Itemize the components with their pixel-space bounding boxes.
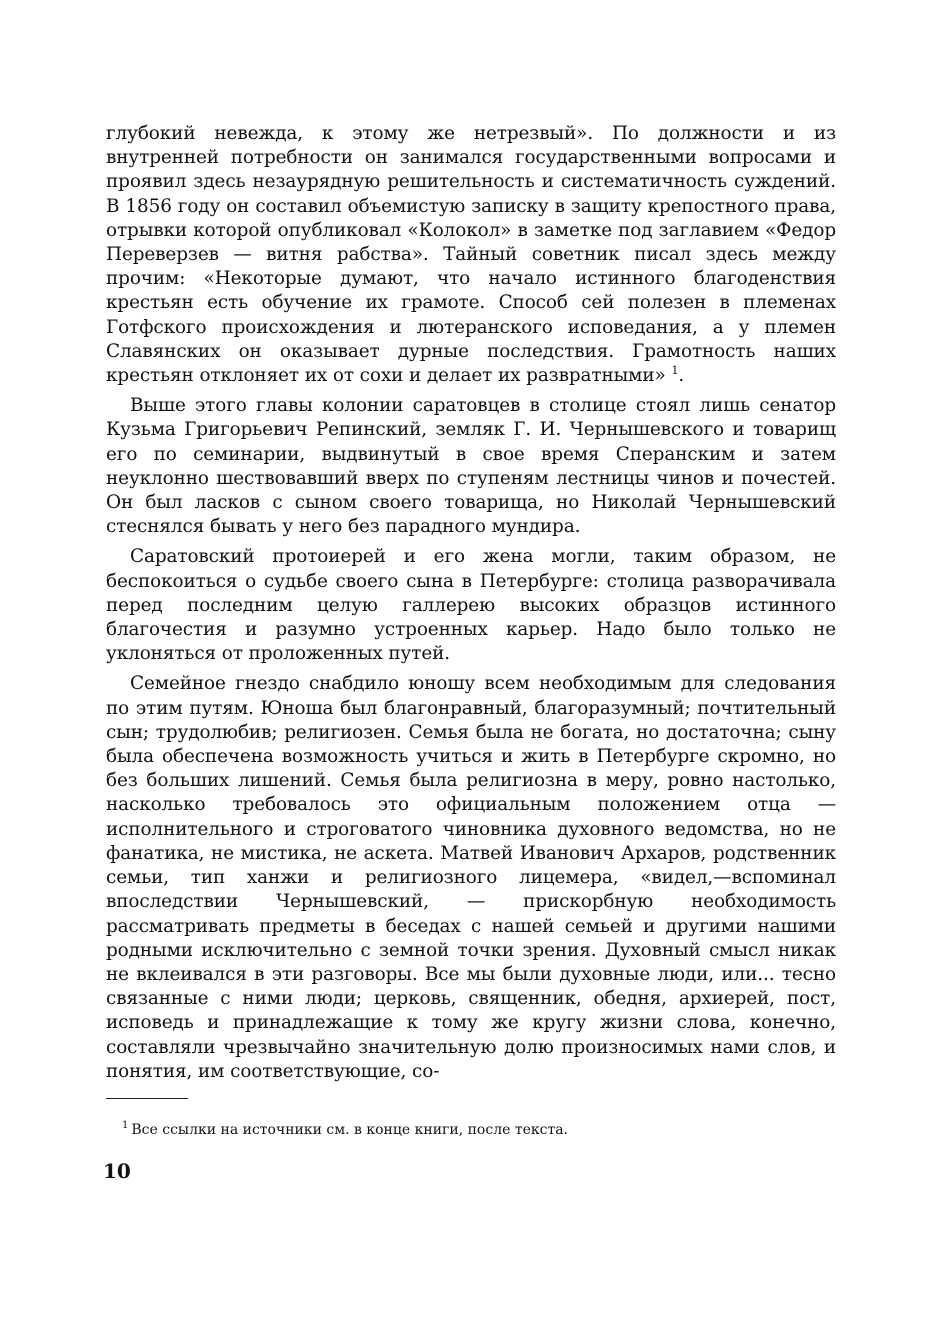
footnote-reference: 1 bbox=[671, 363, 679, 377]
page-body bbox=[106, 122, 836, 1084]
footnote-text: Все ссылки на источники см. в конце книги, после текста. bbox=[131, 1122, 568, 1138]
page-number: 10 bbox=[103, 1159, 131, 1183]
paragraph-3: Саратовский протоиерей и его жена могли, таким образом, не беспокоиться о судьбе своего сына в Петербурге: столица разворачивала перед последним целую галлерею высоких образцов истинного благочестия и разумно устроенных карьер. Надо было только не уклоняться от проложенных путей. bbox=[106, 546, 836, 665]
paragraph-4: Семейное гнездо снабдило юношу всем необходимым для следования по этим путям. Юноша был благонравный, благоразумный; почтительный сын; трудолюбив; религиозен. Семья была не богата, но достаточна; сыну была обеспечена возможность учиться и жить в Петербурге скромно, но без больших лишений. Семья была религиозна в меру, ровно настолько, насколько требовалось это официальным положением отца — исполнительного и строговатого чиновника духовного ведомства, но не фанатика, не мистика, не аскета. Матвей Иванович Архаров, родственник семьи, тип ханжи и религиозного лицемера, «видел,—вспоминал впоследствии Чернышевский, — прискорбную необходимость рассматривать предметы в беседах с нашей семьей и другими нашими родными исключительно с земной точки зрения. Духовный смысл никак не вклеивался в эти разговоры. Все мы были духовные люди, или... тесно связанные с ними люди; церковь, священник, обедня, архиерей, пост, исповедь и принадлежащие к тому же кругу жизни слова, конечно, составляли чрезвычайно значительную долю произносимых нами слов, и понятия, им соответствующие, со- bbox=[106, 673, 836, 1082]
paragraph-text: глубокий невежда, к этому же нетрезвый». По должности и из внутренней потребности он занимался государственными вопросами и проявил здесь незаурядную решительность и систематичность суждений. В 1856 году он составил объемистую записку в защиту крепостного права, отрывки которой опубликовал «Колокол» в заметке под заглавием «Федор Переверзев — витня рабства». Тайный советник писал здесь между прочим: «Некоторые думают, что начало истинного благоденствия крестьян есть обучение их грамоте. Способ сей полезен в племенах Готфского происхождения и лютеранского исповедания, а у племен Славянских он оказывает дурные последствия. Грамотность наших крестьян отклоняет их от сохи и делает их развратными» bbox=[106, 123, 836, 387]
paragraph-2: Выше этого главы колонии саратовцев в столице стоял лишь сенатор Кузьма Григорьевич Репинский, земляк Г. И. Чернышевского и товарищ его по семинарии, выдвинутый в свое время Сперанским и затем неуклонно шествовавший вверх по ступеням лестницы чинов и почестей. Он был ласков с сыном своего товарища, но Николай Чернышевский стеснялся бывать у него без парадного мундира. bbox=[106, 395, 836, 538]
footnote-divider bbox=[106, 1098, 188, 1099]
paragraph-1: глубокий невежда, к этому же нетрезвый». По должности и из внутренней потребности он занимался государственными вопросами и проявил здесь незаурядную решительность и систематичность суждений. В 1856 году он составил объемистую записку в защиту крепостного права, отрывки которой опубликовал «Колокол» в заметке под заглавием «Федор Переверзев — витня рабства». Тайный советник писал здесь между прочим: «Некоторые думают, что начало истинного благоденствия крестьян есть обучение их грамоте. Способ сей полезен в племенах Готфского происхождения и лютеранского исповедания, а у племен Славянских он оказывает дурные последствия. Грамотность наших крестьян отклоняет их от сохи и делает их развратными» $^1$. bbox=[106, 123, 836, 387]
footnote-marker: 1 bbox=[122, 1120, 129, 1132]
footnote bbox=[122, 1121, 568, 1139]
